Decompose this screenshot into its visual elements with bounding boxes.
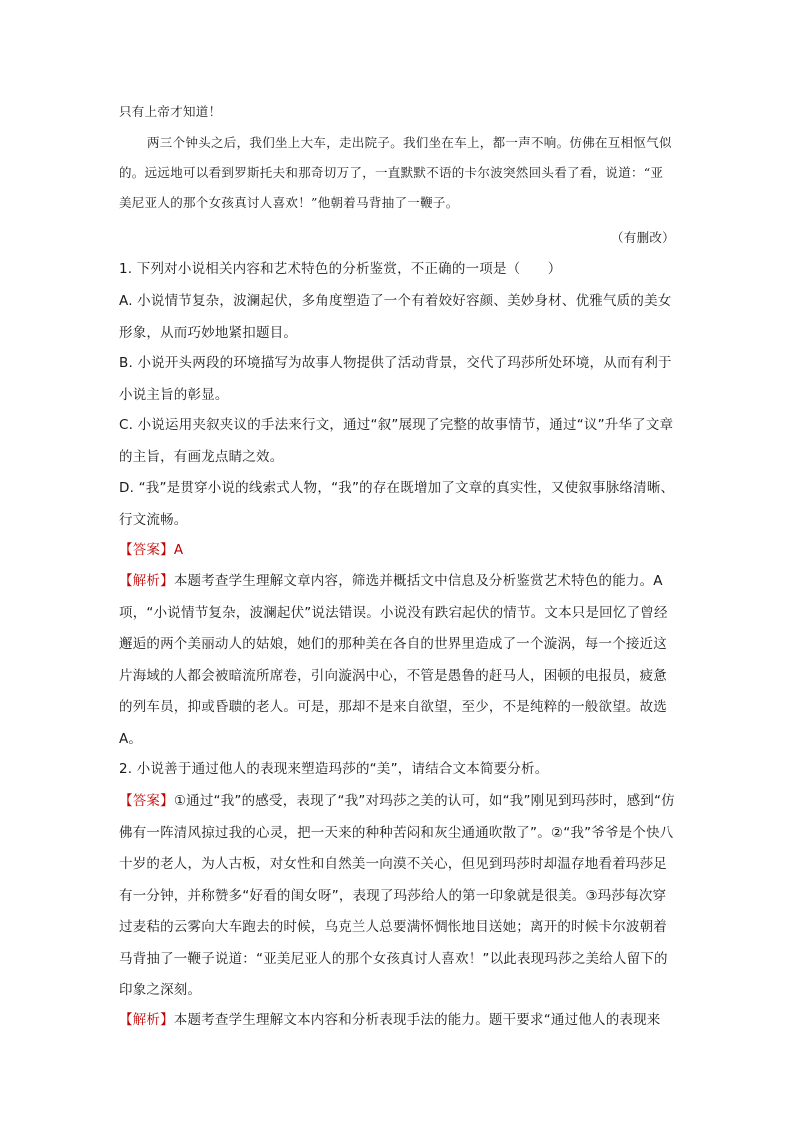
question-1-answer	[119, 535, 675, 567]
passage-final-paragraph: 两三个钟头之后，我们坐上大车，走出院子。我们坐在车上，都一声不响。仿佛在互相怄气似的。远远地可以看到罗斯托夫和那奇切万了，一直默默不语的卡尔波突然回头看了看，说道：“亚美尼亚人的那个女孩真讨人喜欢！”他朝着马背抽了一鞭子。	[119, 135, 672, 210]
question-1-option-a: A. 小说情节复杂，波澜起伏，多角度塑造了一个有着姣好容颜、美妙身材、优雅气质的美女形象，从而巧妙地紧扣题目。	[119, 293, 672, 341]
question-2-answer	[119, 786, 675, 1007]
question-1-option-b: B. 小说开头两段的环境描写为故事人物提供了活动背景，交代了玛莎所处环境，从而有利于小说主旨的彰显。	[119, 355, 672, 403]
answer-value: A	[173, 542, 184, 558]
analysis-text: 本题考查学生理解文本内容和分析表现手法的能力。题干要求“通过他人的表现来	[173, 1012, 661, 1028]
source-note: （有删改）	[610, 230, 675, 245]
analysis-label: 【解析】	[119, 573, 174, 589]
answer-label: 【答案】	[119, 542, 174, 558]
question-2-stem: 2. 小说善于通过他人的表现来塑造玛莎的“美”，请结合文本简要分析。	[119, 761, 549, 777]
question-2-analysis	[119, 1005, 675, 1037]
answer-text: ①通过“我”的感受，表现了“我”对玛莎之美的认可，如“我”刚见到玛莎时，感到“仿佛有一阵清风掠过我的心灵，把一天来的种种苦闷和灰尘通通吹散了”。②“我”爷爷是个快八十岁的老人，为人古板，对女性和自然美一向漠不关心，但见到玛莎时却温存地看着玛莎足有一分钟，并称赞多“好看的闺女呀”，表现了玛莎给人的第一印象就是很美。③玛莎每次穿过麦秸的云雾向大车跑去的时候，乌克兰人总要满怀惆怅地目送她；离开的时候卡尔波朝着马背抽了一鞭子说道：“亚美尼亚人的那个女孩真讨人喜欢！”以此表现玛莎之美给人留下的印象之深刻。	[119, 793, 675, 998]
question-1-option-c: C. 小说运用夹叙夹议的手法来行文，通过“叙”展现了完整的故事情节，通过“议”升华了文章的主旨，有画龙点睛之效。	[119, 417, 674, 465]
question-1-analysis	[119, 566, 675, 755]
answer-label: 【答案】	[119, 793, 174, 809]
passage-ending-line: 只有上帝才知道！	[119, 104, 222, 119]
analysis-label: 【解析】	[119, 1012, 174, 1028]
question-1-option-d: D. “我”是贯穿小说的线索式人物，“我”的存在既增加了文章的真实性，又使叙事脉络清晰、行文流畅。	[119, 480, 675, 528]
analysis-text: 本题考查学生理解文章内容，筛选并概括文中信息及分析鉴赏艺术特色的能力。A项，“小说情节复杂，波澜起伏”说法错误。小说没有跌宕起伏的情节。文本只是回忆了曾经邂逅的两个美丽动人的姑娘，她们的那种美在各自的世界里造成了一个漩涡，每一个接近这片海域的人都会被暗流所席卷，引向漩涡中心，不管是愚鲁的赶马人，困顿的电报员，疲惫的列车员，抑或昏聩的老人。可是，那却不是来自欲望，至少，不是纯粹的一般欲望。故选A。	[119, 573, 668, 747]
question-1-stem: 1. 下列对小说相关内容和艺术特色的分析鉴赏，不正确的一项是（ ）	[119, 261, 562, 277]
